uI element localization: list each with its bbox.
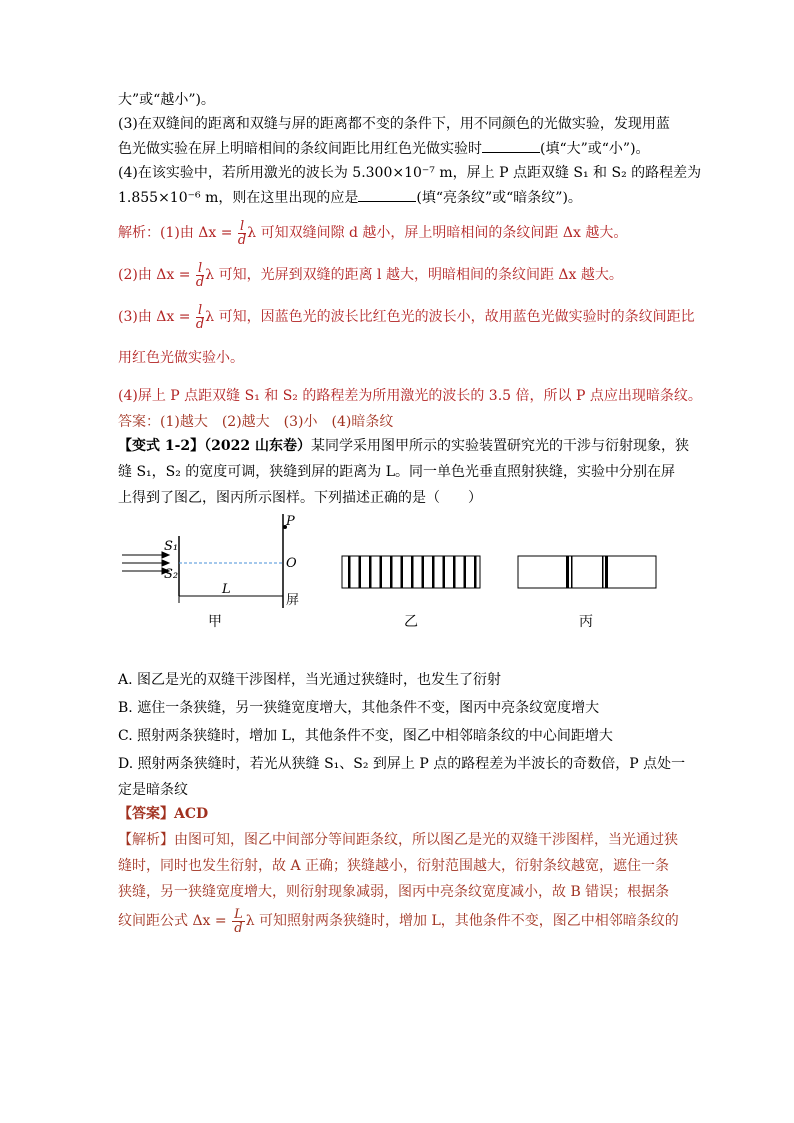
caption-yi: 乙: [404, 614, 418, 630]
analysis-line-4: (4)屏上 P 点距双缝 S₁ 和 S₂ 的路程差为所用激光的波长的 3.5 倍，所以 P 点应出现暗条纹。: [118, 388, 702, 404]
fraction-numerator: L: [234, 906, 243, 922]
caption-jia: 甲: [208, 614, 222, 630]
text-fragment: (2)由 Δx =: [118, 267, 191, 283]
text-fragment: λ 可知，光屏到双缝的距离 l 越大，明暗相间的条纹间距 Δx 越大。: [205, 267, 623, 283]
label-p: P: [286, 514, 295, 529]
dark-fringe: [422, 556, 425, 588]
fraction-denominator: d: [234, 920, 243, 936]
label-s1: S₁: [164, 539, 179, 554]
dark-fringe: [390, 556, 393, 588]
dark-fringe: [380, 556, 383, 588]
label-l: L: [222, 582, 231, 597]
text-line: [118, 138, 680, 159]
variant-source: （2022 山东卷）: [204, 438, 312, 454]
text-fragment: λ 可知双缝间隙 d 越小，屏上明暗相间的条纹间距 Δx 越大。: [247, 225, 628, 241]
dark-fringe: [359, 556, 362, 588]
dark-fringe: [411, 556, 414, 588]
label-screen: 屏: [286, 593, 300, 608]
experiment-figure: [118, 508, 680, 668]
fraction: [196, 262, 204, 289]
document-page: [118, 90, 702, 936]
analysis-line-3: [118, 302, 695, 332]
fraction-denominator: d: [195, 274, 205, 290]
option-b: B. 遮住一条狭缝，另一狭缝宽度增大，其他条件不变，图丙中亮条纹宽度增大: [118, 700, 600, 716]
text-fragment: 纹间距公式 Δx =: [118, 913, 227, 929]
dark-fringe: [432, 556, 435, 588]
answer-blank: [482, 138, 540, 153]
fraction: [238, 220, 246, 247]
text-fragment: λ 可知，因蓝色光的波长比红色光的波长小，故用蓝色光做实验时的条纹间距比: [205, 309, 695, 325]
text-fragment: (3)由 Δx =: [118, 309, 191, 325]
fraction-denominator: d: [195, 316, 205, 332]
dark-fringe: [401, 556, 404, 588]
variant-tag: 【变式 1-2】: [118, 438, 205, 454]
option-c: C. 照射两条狭缝时，增加 L，其他条件不变，图乙中相邻暗条纹的中心间距增大: [118, 728, 613, 744]
text-fragment: 1.855×10⁻⁶ m，则在这里出现的应是: [118, 190, 359, 206]
dark-fringe: [464, 556, 467, 588]
answer-label: 【答案】ACD: [118, 806, 209, 822]
analysis-line-3-cont: 用红色光做实验小。: [118, 350, 244, 366]
option-d-line-2: 定是暗条纹: [118, 782, 188, 798]
explanation-line-1: 【解析】由图可知，图乙中间部分等间距条纹，所以图乙是光的双缝干涉图样，当光通过狭: [118, 832, 678, 848]
variant-question-line-2: 缝 S₁，S₂ 的宽度可调，狭缝到屏的距离为 L。同一单色光垂直照射狭缝，实验中分别在屏: [118, 464, 676, 480]
fraction: [232, 908, 245, 935]
text-line: 大”或“越小”)。: [118, 92, 215, 108]
incident-light-arrows: [122, 552, 169, 574]
text-fragment: λ 可知照射两条狭缝时，增加 L，其他条件不变，图乙中相邻暗条纹的: [245, 913, 679, 929]
text-line: (4)在该实验中，若所用激光的波长为 5.300×10⁻⁷ m，屏上 P 点距双缝 S₁ 和 S₂ 的路程差为: [118, 165, 702, 181]
double-slit-pattern: [342, 556, 480, 588]
option-a: A. 图乙是光的双缝干涉图样，当光通过狭缝时，也发生了衍射: [118, 672, 502, 688]
answer-blank: [358, 187, 416, 202]
option-d-line-1: D. 照射两条狭缝时，若光从狭缝 S₁、S₂ 到屏上 P 点的路程差为半波长的奇数倍，P 点处一: [118, 756, 686, 772]
explanation-line-4: [118, 906, 680, 936]
dark-fringe: [369, 556, 372, 588]
fraction-numerator: l: [198, 302, 203, 318]
dark-fringe: [443, 556, 446, 588]
label-s2: S₂: [164, 567, 179, 582]
fraction-denominator: d: [237, 232, 247, 248]
caption-bing: 丙: [579, 614, 593, 630]
analysis-line-2: [118, 260, 680, 290]
text-fragment: 色光做实验在屏上明暗相间的条纹间距比用红色光做实验时: [118, 141, 482, 157]
explanation-line-3: 狭缝，另一狭缝宽度增大，则衍射现象减弱，图丙中亮条纹宽度减小，故 B 错误；根据条: [118, 884, 670, 900]
answer-line: 答案：(1)越大 (2)越大 (3)小 (4)暗条纹: [118, 414, 394, 430]
text-fragment: (填“亮条纹”或“暗条纹”)。: [416, 190, 582, 206]
variant-question-line-1: [118, 436, 690, 456]
variant-question-line-3: 上得到了图乙，图丙所示图样。下列描述正确的是（ ）: [118, 490, 482, 506]
dark-fringe: [453, 556, 456, 588]
analysis-line-1: [118, 218, 680, 248]
dark-fringe: [348, 556, 351, 588]
text-line: (3)在双缝间的距离和双缝与屏的距离都不变的条件下，用不同颜色的光做实验，发现用蓝: [118, 116, 670, 132]
text-fragment: 解析：(1)由 Δx =: [118, 225, 233, 241]
label-o: O: [286, 556, 297, 571]
text-fragment: 某同学采用图甲所示的实验装置研究光的干涉与衍射现象，狭: [311, 438, 690, 454]
dark-fringe: [474, 556, 477, 588]
fraction-numerator: l: [198, 260, 203, 276]
fraction-numerator: l: [240, 218, 245, 234]
single-slit-pattern: [518, 556, 656, 588]
explanation-line-2: 缝时，同时也发生衍射，故 A 正确；狭缝越小，衍射范围越大，衍射条纹越宽，遮住一条: [118, 858, 670, 874]
text-fragment: (填“大”或“小”)。: [540, 141, 650, 157]
figure-svg: [118, 508, 680, 668]
fraction: [196, 304, 204, 331]
text-line: [118, 187, 680, 208]
